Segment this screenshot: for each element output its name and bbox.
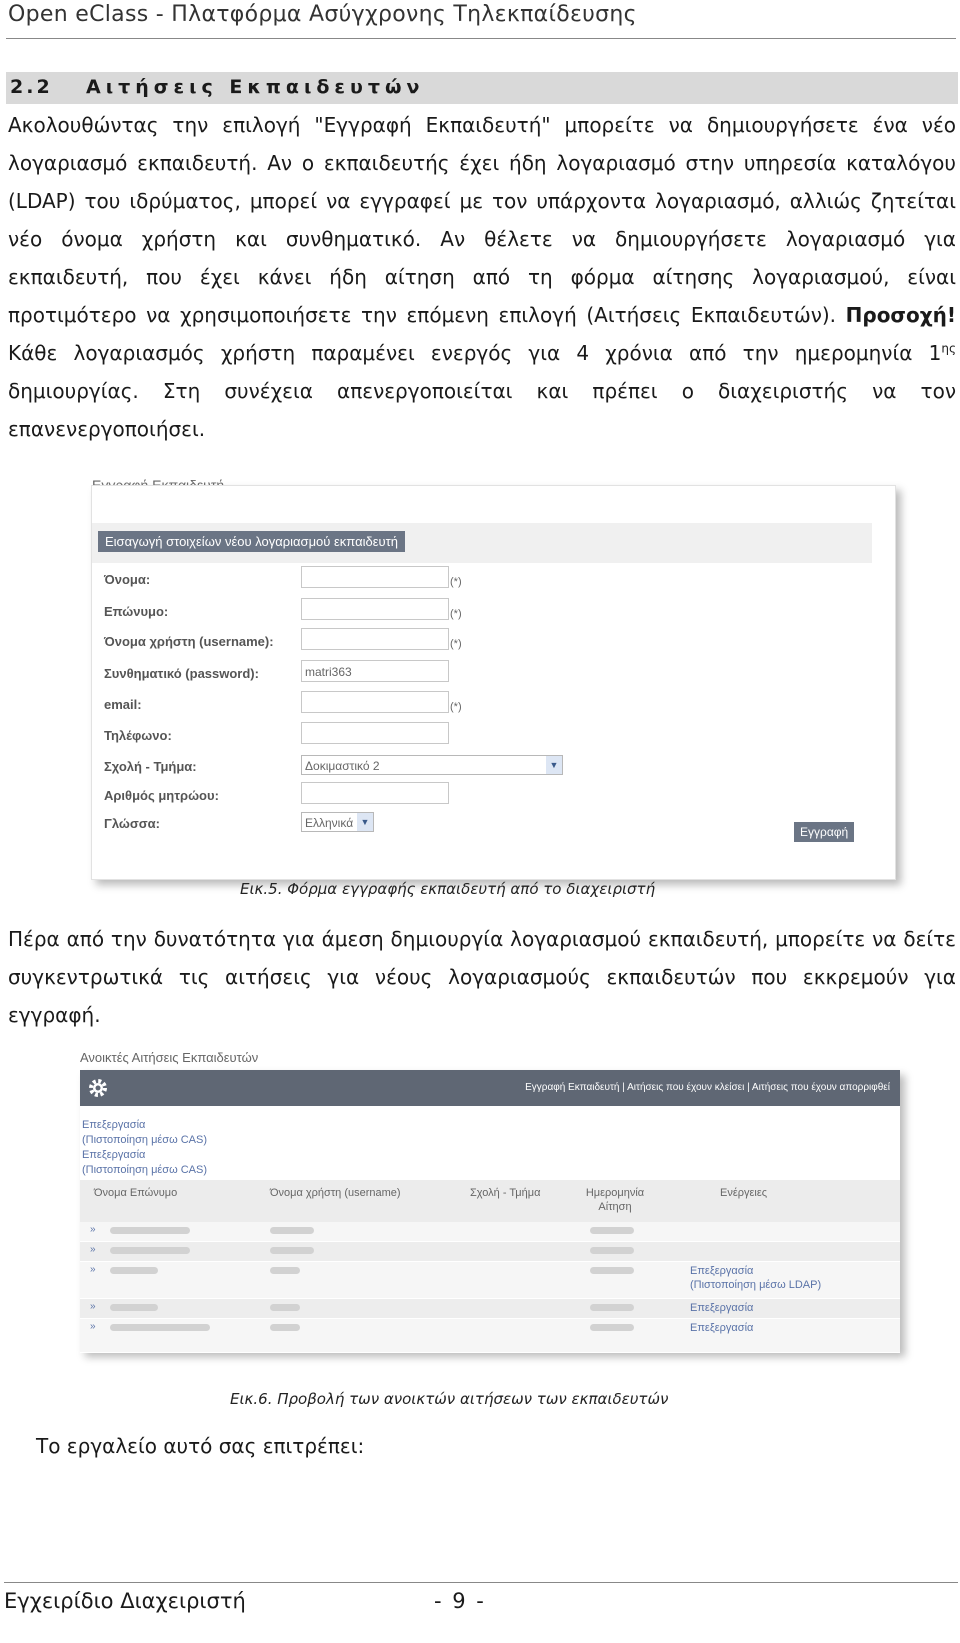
field-label: Τηλέφωνο: (104, 728, 172, 743)
register-button[interactable]: Εγγραφή (794, 822, 854, 842)
figure6-page-title: Ανοικτές Αιτήσεις Εκπαιδευτών (80, 1050, 259, 1065)
column-header: Όνομα χρήστη (username) (270, 1187, 401, 1199)
row-marker: » (90, 1264, 96, 1275)
edit-link[interactable]: Επεξεργασία (690, 1322, 754, 1334)
blurred-name (110, 1324, 210, 1331)
form-row-phone (92, 720, 872, 752)
chevron-down-icon: ▼ (546, 756, 562, 774)
blurred-username (270, 1304, 300, 1311)
blurred-name (110, 1227, 190, 1234)
table-row (80, 1242, 900, 1262)
field-label: Συνθηματικό (password): (104, 666, 259, 681)
blurred-date (590, 1227, 634, 1234)
row-marker: » (90, 1224, 96, 1235)
row-marker: » (90, 1301, 96, 1312)
blurred-name (110, 1267, 158, 1274)
column-header: Ημερομηνία Αίτηση (585, 1187, 645, 1213)
figure5-screenshot (91, 485, 896, 880)
paragraph-text: δημιουργίας. Στη συνέχεια απενεργοποιείται και πρέπει ο διαχειριστής να τον επανενεργοποιήσει. (8, 379, 956, 441)
form-title-bar (92, 523, 872, 563)
ordinal-suffix: ης (941, 341, 956, 356)
paragraph-requests (8, 920, 956, 1034)
language-select[interactable] (301, 812, 374, 832)
required-marker: (*) (450, 576, 462, 588)
document-header (6, 0, 956, 39)
table-row (80, 1222, 900, 1242)
form-title: Εισαγωγή στοιχείων νέου λογαριασμού εκπαιδευτή (98, 531, 405, 552)
figure6-screenshot (80, 1070, 900, 1352)
blurred-date (590, 1267, 634, 1274)
password-input[interactable]: matri363 (301, 660, 449, 682)
required-marker: (*) (450, 638, 462, 650)
edit-link[interactable]: Επεξεργασία (82, 1119, 146, 1131)
row-actions (690, 1264, 821, 1292)
form-row-username (92, 626, 872, 658)
form-row-password (92, 658, 872, 690)
required-marker: (*) (450, 701, 462, 713)
side-links (82, 1118, 207, 1178)
tool-intro: Το εργαλείο αυτό σας επιτρέπει: (36, 1434, 365, 1458)
edit-link[interactable]: Επεξεργασία (690, 1265, 754, 1277)
row-marker: » (90, 1321, 96, 1332)
table-row (80, 1262, 900, 1299)
field-label: Αριθμός μητρώου: (104, 788, 219, 803)
field-label: Σχολή - Τμήμα: (104, 759, 197, 774)
department-select[interactable] (301, 755, 563, 775)
footer-title: Εγχειρίδιο Διαχειριστή (4, 1589, 246, 1613)
cas-auth-link[interactable]: (Πιστοποίηση μέσω CAS) (82, 1134, 208, 1146)
table-row (80, 1319, 900, 1353)
gear-icon[interactable] (86, 1076, 110, 1100)
username-input[interactable] (301, 628, 449, 650)
blurred-username (270, 1267, 300, 1274)
lastname-input[interactable] (301, 598, 449, 620)
column-header: Σχολή - Τμήμα (470, 1187, 541, 1199)
registry-input[interactable] (301, 782, 449, 804)
row-actions (690, 1321, 753, 1335)
table-row (80, 1299, 900, 1319)
paragraph-intro (8, 106, 956, 448)
ldap-auth-link[interactable]: (Πιστοποίηση μέσω LDAP) (690, 1279, 822, 1291)
language-selected: Ελληνικά (305, 816, 354, 830)
email-input[interactable] (301, 691, 449, 713)
table-header (80, 1180, 900, 1222)
figure5-caption: Εικ.5. Φόρμα εγγραφής εκπαιδευτή από το διαχειριστή (240, 880, 656, 898)
blurred-date (590, 1247, 634, 1254)
department-selected: Δοκιμαστικό 2 (305, 759, 380, 773)
required-marker: (*) (450, 608, 462, 620)
field-label: Όνομα: (104, 572, 151, 587)
chevron-down-icon: ▼ (357, 813, 373, 831)
column-header: Ενέργειες (720, 1187, 768, 1199)
header-title: Open eClass - Πλατφόρμα Ασύγχρονης Τηλεκπαίδευσης (8, 2, 637, 27)
form-row-department (92, 751, 872, 783)
form-row-lastname (92, 596, 872, 628)
warning-label: Προσοχή! (845, 303, 957, 327)
blurred-username (270, 1324, 300, 1331)
field-label: Όνομα χρήστη (username): (104, 634, 274, 649)
row-actions (690, 1301, 753, 1315)
figure6-caption: Εικ.6. Προβολή των ανοικτών αιτήσεων των εκπαιδευτών (230, 1390, 669, 1408)
blurred-date (590, 1324, 634, 1331)
field-label: email: (104, 697, 142, 712)
paragraph-text: Κάθε λογαριασμός χρήστη παραμένει ενεργός για 4 χρόνια από την ημερομηνία 1 (8, 341, 942, 365)
document-footer (4, 1582, 958, 1643)
paragraph-text: Ακολουθώντας την επιλογή "Εγγραφή Εκπαιδευτή" μπορείτε να δημιουργήσετε ένα νέο λογαριασμό εκπαιδευτή. Αν ο εκπαιδευτής έχει ήδη λογαριασμό στην υπηρεσία καταλόγου (LDAP) του ιδρύματος, μπορεί να εγγραφεί με τον υπάρχοντα λογαριασμό, αλλιώς ζητείται νέο όνομα χρήστη και συνθηματικό. Αν θέλετε να δημιουργήσετε λογαριασμό για εκπαιδευτή, που έχει κάνει ήδη αίτηση από τη φόρμα αίτησης λογαριασμού, είναι προτιμότερο να χρησιμοποιήσετε την επόμενη επιλογή (Αιτήσεις Εκπαιδευτών). (8, 113, 956, 327)
form-row-firstname (92, 564, 872, 596)
section-number: 2.2 (10, 76, 53, 98)
blurred-name (110, 1247, 190, 1254)
phone-input[interactable] (301, 722, 449, 744)
blurred-date (590, 1304, 634, 1311)
column-header: Όνομα Επώνυμο (94, 1187, 178, 1199)
toolbar-links[interactable]: Εγγραφή Εκπαιδευτή | Αιτήσεις που έχουν κλείσει | Αιτήσεις που έχουν απορριφθεί (525, 1082, 890, 1093)
field-label: Γλώσσα: (104, 816, 160, 831)
row-marker: » (90, 1244, 96, 1255)
edit-link[interactable]: Επεξεργασία (82, 1149, 146, 1161)
paragraph-text: Πέρα από την δυνατότητα για άμεση δημιουργία λογαριασμού εκπαιδευτή, μπορείτε να δείτε συγκεντρωτικά τις αιτήσεις για νέους λογαριασμούς εκπαιδευτών που εκκρεμούν για εγγραφή. (8, 927, 956, 1027)
blurred-username (270, 1227, 314, 1234)
field-label: Επώνυμο: (104, 604, 169, 619)
form-row-email (92, 689, 872, 721)
section-heading (6, 72, 958, 104)
form-row-language (92, 808, 872, 840)
page-number: - 9 - (434, 1589, 486, 1613)
firstname-input[interactable] (301, 566, 449, 588)
blurred-username (270, 1247, 314, 1254)
section-title: Αιτήσεις Εκπαιδευτών (86, 76, 425, 98)
cas-auth-link[interactable]: (Πιστοποίηση μέσω CAS) (82, 1164, 208, 1176)
blurred-name (110, 1304, 158, 1311)
edit-link[interactable]: Επεξεργασία (690, 1302, 754, 1314)
toolbar (80, 1070, 900, 1106)
